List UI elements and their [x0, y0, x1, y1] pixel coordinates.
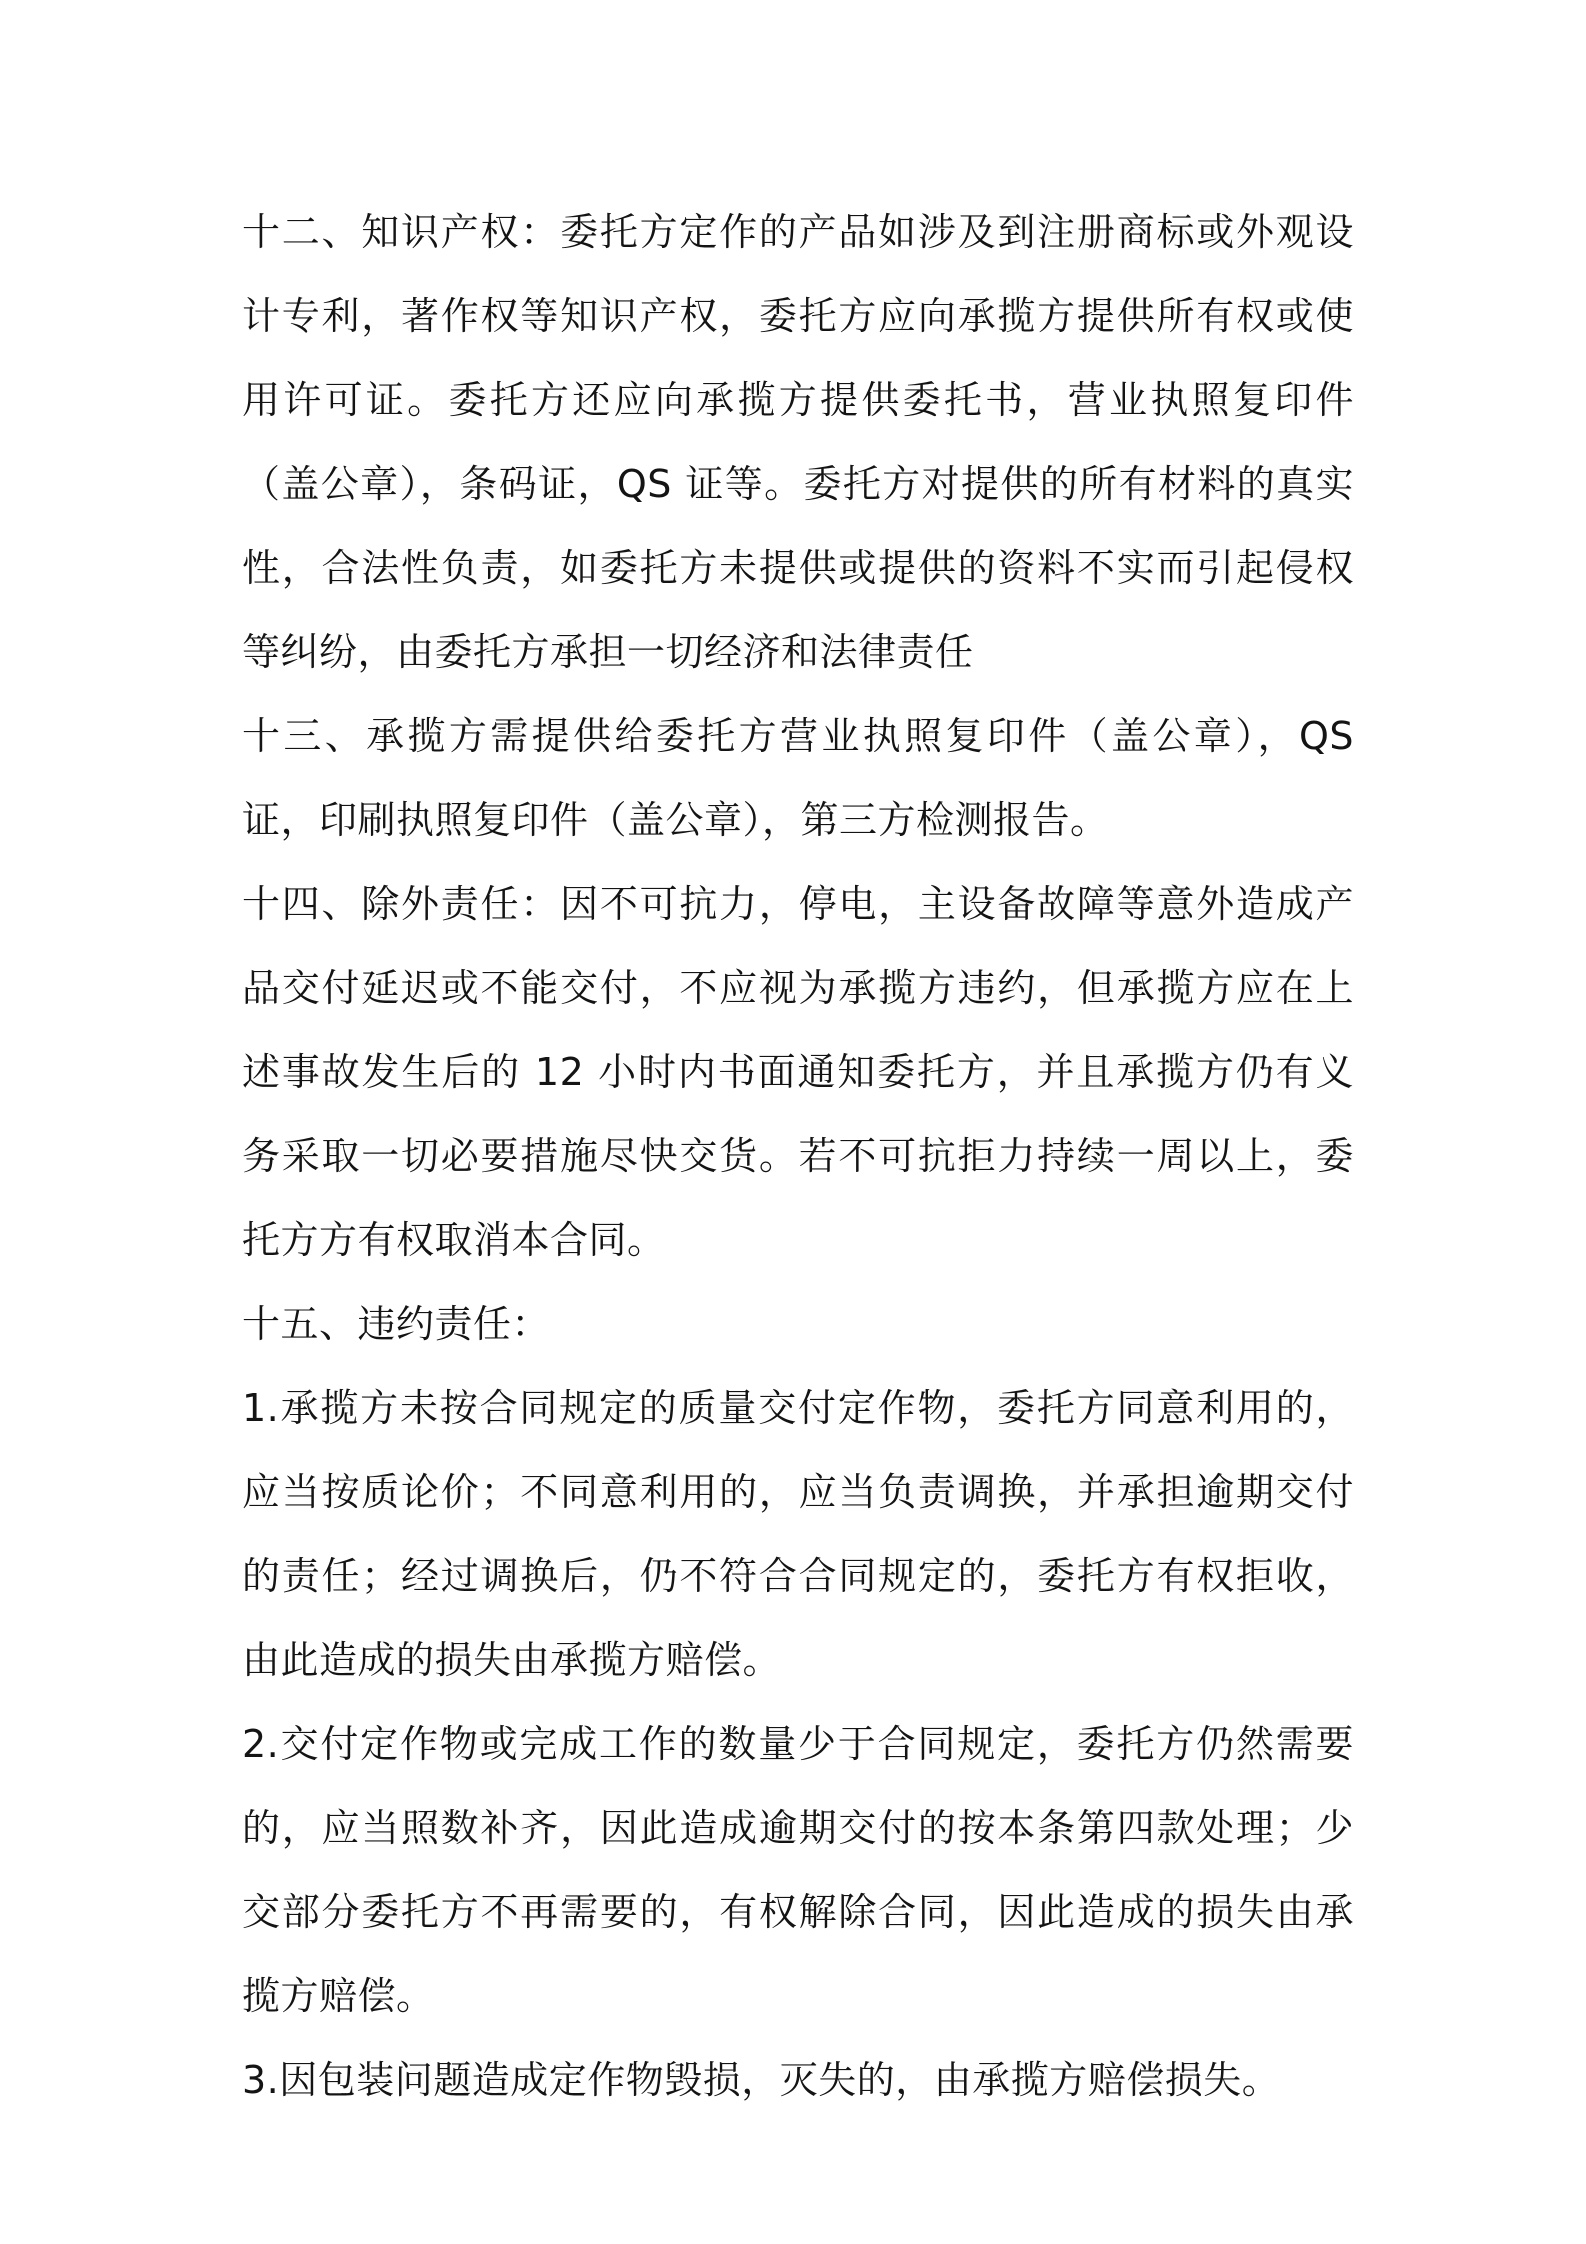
clause-15-item-1: 1.承揽方未按合同规定的质量交付定作物，委托方同意利用的，应当按质论价；不同意利用的，应当负责调换，并承担逾期交付的责任；经过调换后，仍不符合合同规定的，委托方有权拒收，由此造成的损失由承揽方赔偿。 [242, 1386, 1354, 1682]
clause-15-item-3: 3.因包装问题造成定作物毁损，灭失的，由承揽方赔偿损失。 [242, 2058, 1281, 2102]
clause-14-exemption: 十四、除外责任：因不可抗力，停电，主设备故障等意外造成产品交付延迟或不能交付，不应视为承揽方违约，但承揽方应在上述事故发生后的 12 小时内书面通知委托方，并且承揽方仍有义务采取一切必要措施尽快交货。若不可抗拒力持续一周以上，委托方方有权取消本合同。 [242, 882, 1354, 1262]
clause-15-breach-heading: 十五、违约责任： [242, 1302, 551, 1346]
document-body [242, 190, 1354, 2122]
clause-12-intellectual-property: 十二、知识产权：委托方定作的产品如涉及到注册商标或外观设计专利，著作权等知识产权，委托方应向承揽方提供所有权或使用许可证。委托方还应向承揽方提供委托书，营业执照复印件（盖公章），条码证，QS 证等。委托方对提供的所有材料的真实性，合法性负责，如委托方未提供或提供的资料不实而引起侵权等纠纷，由委托方承担一切经济和法律责任 [242, 210, 1354, 674]
clause-15-item-2: 2.交付定作物或完成工作的数量少于合同规定，委托方仍然需要的，应当照数补齐，因此造成逾期交付的按本条第四款处理；少交部分委托方不再需要的，有权解除合同，因此造成的损失由承揽方赔偿。 [242, 1722, 1354, 2018]
clause-13-contractor-documents: 十三、承揽方需提供给委托方营业执照复印件（盖公章），QS 证，印刷执照复印件（盖公章），第三方检测报告。 [242, 714, 1354, 842]
